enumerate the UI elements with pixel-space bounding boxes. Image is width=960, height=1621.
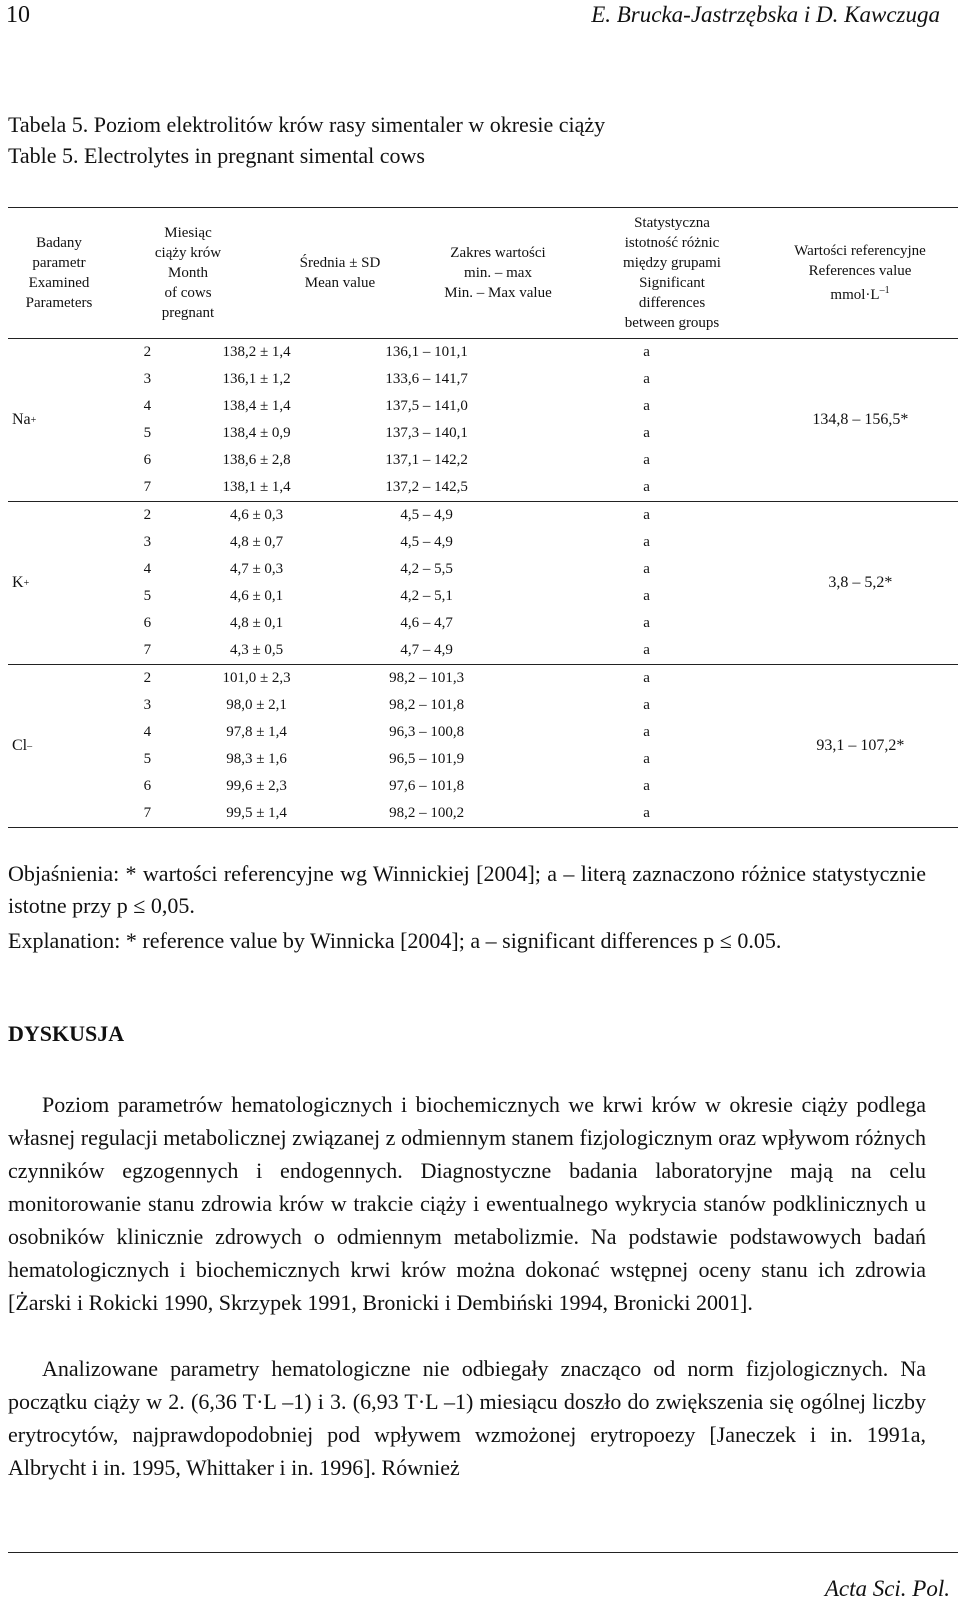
param-charge: + (30, 414, 37, 426)
reference-cell: 3,8 – 5,2* (828, 574, 893, 591)
significance-cell: a (643, 561, 650, 577)
table-row (114, 665, 763, 692)
param-name: Cl (12, 737, 28, 754)
mean-cell: 99,6 ± 2,3 (226, 778, 287, 794)
range-cell: 137,2 – 142,5 (385, 479, 468, 495)
header-reference (762, 208, 958, 338)
param-name: Na (12, 411, 31, 428)
header-text: parametr (32, 255, 86, 271)
table-caption-en: Table 5. Electrolytes in pregnant simental cows (8, 143, 425, 168)
month-cell: 5 (143, 751, 152, 767)
header-text: differences (638, 295, 706, 311)
mean-cell: 138,6 ± 2,8 (222, 452, 291, 468)
significance-cell: a (643, 751, 650, 767)
month-cell: 6 (143, 452, 152, 468)
param-charge: – (27, 740, 33, 752)
month-cell: 7 (143, 642, 152, 658)
table-row (114, 610, 763, 637)
month-cell: 3 (143, 371, 152, 387)
mean-cell: 138,4 ± 0,9 (222, 425, 291, 441)
mean-cell: 98,3 ± 1,6 (226, 751, 287, 767)
header-text: Zakres wartości (450, 245, 546, 261)
header-text: References value (808, 263, 912, 279)
range-cell: 97,6 – 101,8 (389, 778, 465, 794)
range-cell: 4,5 – 4,9 (400, 534, 453, 550)
month-cell: 3 (143, 534, 152, 550)
month-cell: 7 (143, 805, 152, 821)
month-cell: 4 (143, 398, 152, 414)
significance-cell: a (643, 344, 650, 360)
header-month (110, 208, 266, 338)
range-cell: 4,6 – 4,7 (400, 615, 453, 631)
table-row (114, 366, 763, 393)
param-cell (8, 339, 114, 501)
mean-cell: 138,1 ± 1,4 (222, 479, 291, 495)
header-text: Min. – Max value (444, 285, 552, 301)
table-row (114, 447, 763, 474)
table-group (8, 665, 958, 827)
range-cell: 4,5 – 4,9 (400, 507, 453, 523)
range-cell: 137,1 – 142,2 (385, 452, 468, 468)
header-param (8, 208, 110, 338)
param-name: K (12, 574, 24, 591)
mean-cell: 4,6 ± 0,1 (229, 588, 284, 604)
explanation-en: Explanation: * reference value by Winnicka [2004]; a – significant differences p ≤ 0.05. (8, 928, 782, 953)
table-row (114, 529, 763, 556)
table-row (114, 800, 763, 827)
table-row (114, 420, 763, 447)
table-group (8, 339, 958, 502)
page-number: 10 (6, 2, 30, 28)
table-row (114, 339, 763, 366)
table-row (114, 474, 763, 501)
table-caption-pl: Tabela 5. Poziom elektrolitów krów rasy simentaler w okresie ciąży (8, 112, 606, 137)
mean-cell: 4,8 ± 0,7 (229, 534, 284, 550)
header-text: of cows (164, 285, 212, 301)
table-row (114, 393, 763, 420)
reference-cell: 134,8 – 156,5* (812, 411, 909, 428)
significance-cell: a (643, 697, 650, 713)
month-cell: 4 (143, 724, 152, 740)
mean-cell: 98,0 ± 2,1 (226, 697, 287, 713)
month-cell: 4 (143, 561, 152, 577)
table-row (114, 692, 763, 719)
significance-cell: a (643, 615, 650, 631)
significance-cell: a (643, 642, 650, 658)
range-cell: 4,7 – 4,9 (400, 642, 453, 658)
range-cell: 98,2 – 101,3 (389, 670, 465, 686)
mean-cell: 138,4 ± 1,4 (222, 398, 291, 414)
table-row (114, 746, 763, 773)
explanation-pl: Objaśnienia: * wartości referencyjne wg Winnickiej [2004]; a – literą zaznaczono różnice statystycznie istotne przy p ≤ 0,05. (8, 861, 926, 918)
range-cell: 133,6 – 141,7 (385, 371, 468, 387)
range-cell: 137,3 – 140,1 (385, 425, 468, 441)
header-significance (582, 208, 762, 338)
significance-cell: a (643, 507, 650, 523)
month-cell: 6 (143, 778, 152, 794)
table-row (114, 719, 763, 746)
significance-cell: a (643, 398, 650, 414)
unit-text: mmol·L (830, 287, 880, 303)
header-text: between groups (624, 315, 720, 331)
unit-superscript: –1 (879, 285, 890, 296)
header-text: Średnia ± SD (299, 255, 381, 271)
table-row (114, 773, 763, 800)
month-cell: 2 (143, 344, 152, 360)
month-cell: 5 (143, 588, 152, 604)
range-cell: 96,5 – 101,9 (389, 751, 465, 767)
mean-cell: 138,2 ± 1,4 (222, 344, 291, 360)
month-cell: 7 (143, 479, 152, 495)
range-cell: 98,2 – 100,2 (389, 805, 465, 821)
month-cell: 5 (143, 425, 152, 441)
table-header-row (8, 208, 958, 339)
header-text: pregnant (161, 305, 215, 321)
range-cell: 136,1 – 101,1 (385, 344, 468, 360)
header-text: Month (167, 265, 208, 281)
month-cell: 6 (143, 615, 152, 631)
table-row (114, 556, 763, 583)
header-text: min. – max (464, 265, 532, 281)
significance-cell: a (643, 588, 650, 604)
header-text: Miesiąc (164, 225, 212, 241)
param-cell (8, 502, 114, 664)
journal-footer: Acta Sci. Pol. (824, 1576, 950, 1601)
table-row (114, 637, 763, 664)
header-text: istotność różnic (624, 235, 720, 251)
mean-cell: 4,8 ± 0,1 (229, 615, 284, 631)
paragraph-2: Analizowane parametry hematologiczne nie odbiegały znacząco od norm fizjologicznych. Na początku ciąży w 2. (6,36 T·L –1) i 3. (6,93 T·L –1) miesiącu doszło do zwiększenia się ogólnej liczby erytrocytów, najprawdopodobniej pod wpływem wzmożonej erytropoezy [Janeczek i in. 1991a, Albrycht i in. 1995, Whittaker i in. 1996]. Również (8, 1356, 926, 1480)
significance-cell: a (643, 534, 650, 550)
table-body (8, 339, 958, 827)
significance-cell: a (643, 425, 650, 441)
section-heading: DYSKUSJA (8, 1021, 125, 1046)
running-head: E. Brucka-Jastrzębska i D. Kawczuga (591, 2, 940, 27)
significance-cell: a (643, 670, 650, 686)
param-charge: + (23, 577, 30, 589)
header-text: między grupami (623, 255, 721, 271)
header-text: Mean value (304, 275, 376, 291)
electrolytes-table (8, 207, 958, 828)
mean-cell: 4,7 ± 0,3 (229, 561, 284, 577)
table-group (8, 502, 958, 665)
mean-cell: 97,8 ± 1,4 (226, 724, 287, 740)
bottom-rule (8, 1552, 958, 1553)
range-cell: 98,2 – 101,8 (389, 697, 465, 713)
header-text: Examined (28, 275, 90, 291)
param-cell (8, 665, 114, 827)
significance-cell: a (643, 452, 650, 468)
header-text (830, 281, 889, 305)
mean-cell: 136,1 ± 1,2 (222, 371, 291, 387)
significance-cell: a (643, 805, 650, 821)
header-mean (266, 208, 414, 338)
range-cell: 4,2 – 5,5 (400, 561, 453, 577)
table-row (114, 502, 763, 529)
header-range (414, 208, 582, 338)
significance-cell: a (643, 371, 650, 387)
month-cell: 3 (143, 697, 152, 713)
reference-cell: 93,1 – 107,2* (816, 737, 905, 754)
mean-cell: 99,5 ± 1,4 (226, 805, 287, 821)
header-text: Parameters (25, 295, 93, 311)
header-text: ciąży krów (154, 245, 222, 261)
significance-cell: a (643, 479, 650, 495)
table-row (114, 583, 763, 610)
mean-cell: 4,3 ± 0,5 (229, 642, 284, 658)
mean-cell: 101,0 ± 2,3 (222, 670, 291, 686)
range-cell: 4,2 – 5,1 (400, 588, 453, 604)
paragraph-1: Poziom parametrów hematologicznych i biochemicznych we krwi krów w okresie ciąży podlega własnej regulacji metabolicznej związanej z odmiennym stanem fizjologicznym oraz wpływom różnych czynników egzogennych i endogennych. Diagnostyczne badania laboratoryjne mają na celu monitorowanie stanu zdrowia krów w trakcie ciąży i ewentualnego wykrycia stanów podklinicznych u osobników klinicznie zdrowych o odmiennym metabolizmie. Na podstawie podstawowych badań hematologicznych i biochemicznych krwi krów można dokonać wstępnej oceny stanu ich zdrowia [Żarski i Rokicki 1990, Skrzypek 1991, Bronicki i Dembiński 1994, Bronicki 2001]. (8, 1092, 926, 1315)
month-cell: 2 (143, 670, 152, 686)
header-text: Badany (36, 235, 82, 251)
mean-cell: 4,6 ± 0,3 (229, 507, 284, 523)
significance-cell: a (643, 778, 650, 794)
header-text: Wartości referencyjne (794, 243, 926, 259)
significance-cell: a (643, 724, 650, 740)
range-cell: 96,3 – 100,8 (389, 724, 465, 740)
header-text: Significant (639, 275, 705, 291)
header-text: Statystyczna (634, 215, 710, 231)
range-cell: 137,5 – 141,0 (385, 398, 468, 414)
month-cell: 2 (143, 507, 152, 523)
